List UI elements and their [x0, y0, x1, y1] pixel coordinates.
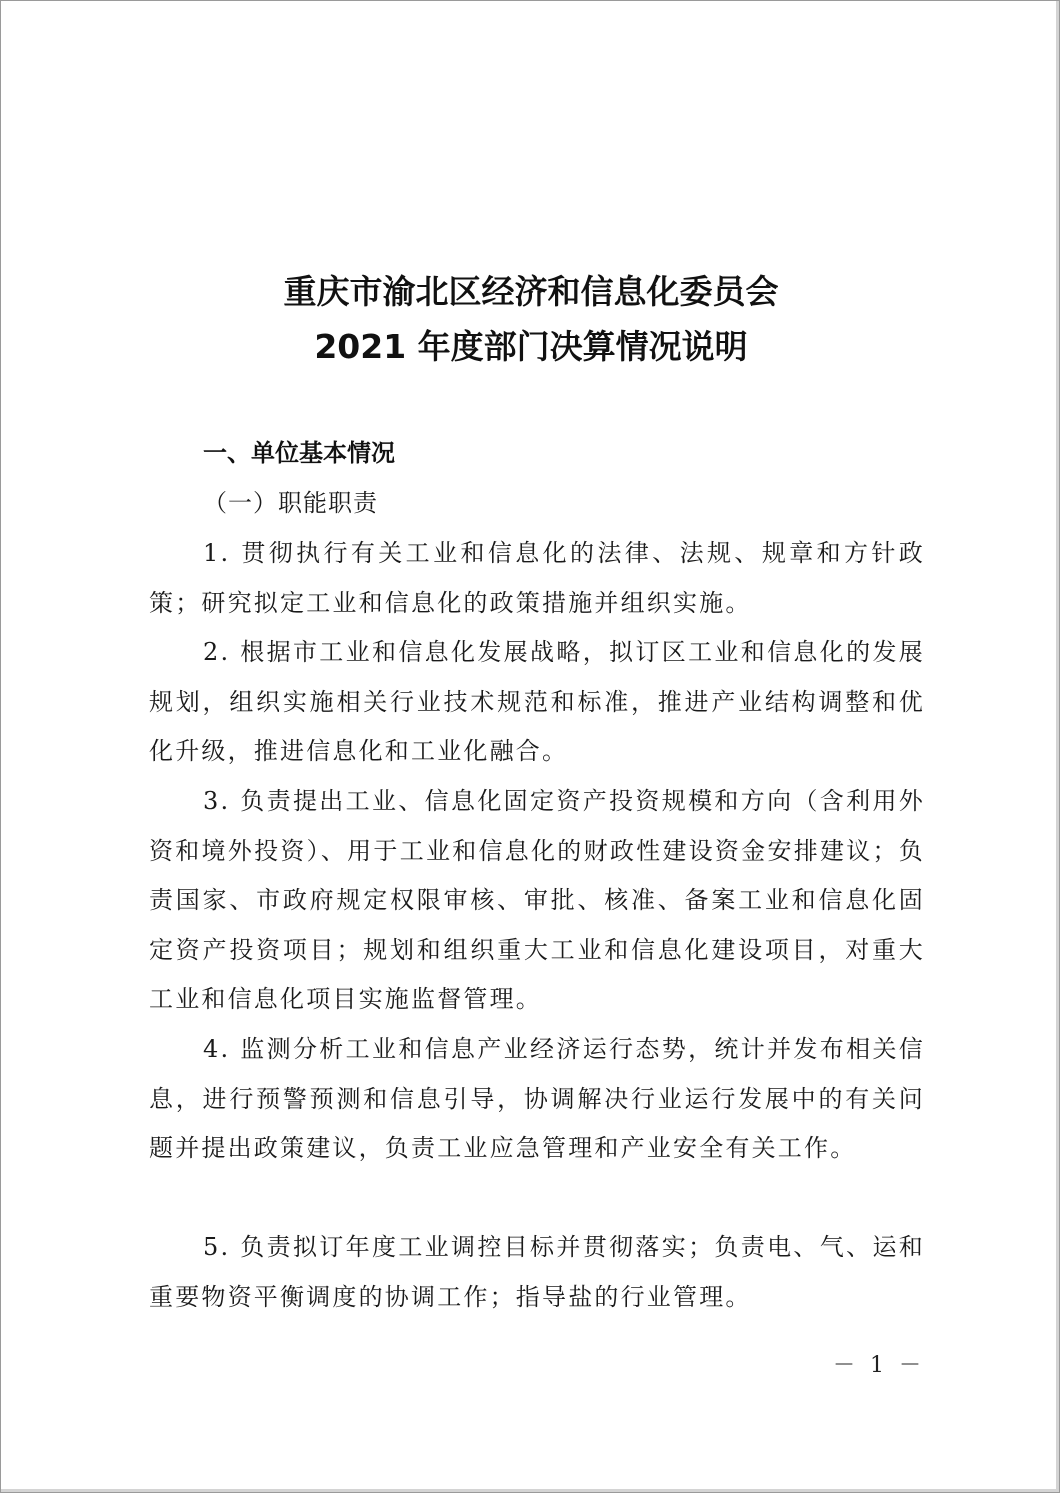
duty-paragraph-1: 1. 贯彻执行有关工业和信息化的法律、法规、规章和方针政策；研究拟定工业和信息化的政策措施并组织实施。 [149, 539, 925, 617]
page-number: － 1 － [833, 1353, 925, 1378]
duty-paragraph-5: 5. 负责拟订年度工业调控目标并贯彻落实；负责电、气、运和重要物资平衡调度的协调工作；指导盐的行业管理。 [149, 1233, 925, 1311]
document-title-line-2: 2021 年度部门决算情况说明 [314, 327, 748, 366]
subsection-heading: （一）职能职责 [203, 489, 378, 517]
duty-paragraph-2: 2. 根据市工业和信息化发展战略，拟订区工业和信息化的发展规划，组织实施相关行业技术规范和标准，推进产业结构调整和优化升级，推进信息化和工业化融合。 [149, 638, 925, 765]
duty-paragraph-4: 4. 监测分析工业和信息产业经济运行态势，统计并发布相关信息，进行预警预测和信息引导，协调解决行业运行发展中的有关问题并提出政策建议，负责工业应急管理和产业安全有关工作。 [149, 1035, 925, 1162]
section-heading: 一、单位基本情况 [203, 439, 395, 467]
duty-paragraph-3: 3. 负责提出工业、信息化固定资产投资规模和方向（含利用外资和境外投资）、用于工业和信息化的财政性建设资金安排建议；负责国家、市政府规定权限审核、审批、核准、备案工业和信息化固定资产投资项目；规划和组织重大工业和信息化建设项目，对重大工业和信息化项目实施监督管理。 [149, 787, 925, 1013]
document-title-line-1: 重庆市渝北区经济和信息化委员会 [283, 272, 779, 311]
